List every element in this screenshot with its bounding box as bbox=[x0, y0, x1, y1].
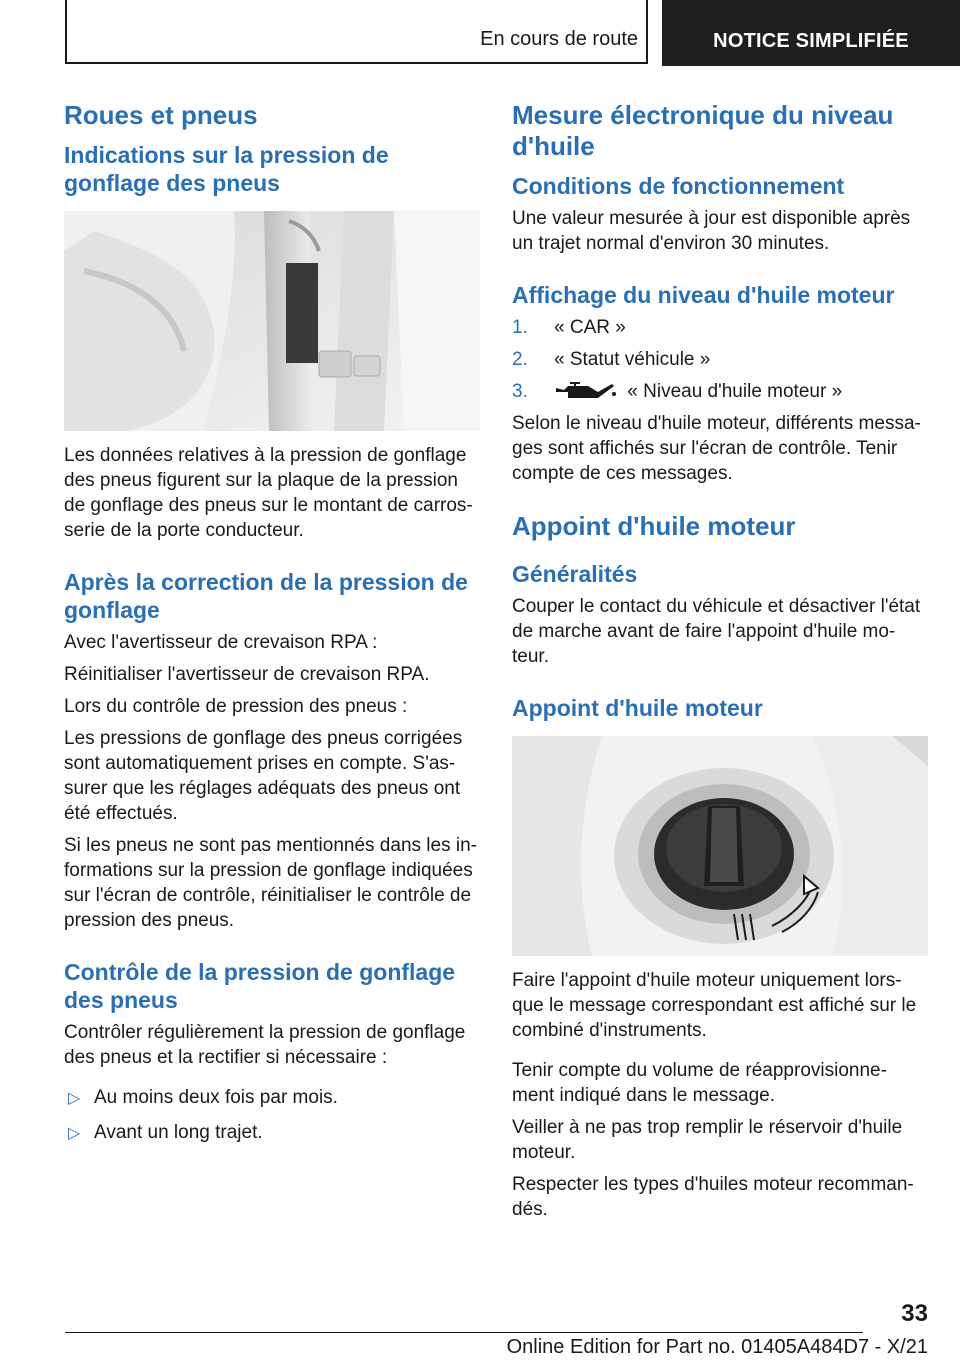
step-text: « Niveau d'huile moteur » bbox=[627, 381, 843, 402]
header-tag: NOTICE SIMPLIFIÉE bbox=[713, 30, 909, 52]
oil-cap-illustration bbox=[512, 736, 928, 956]
paragraph-pressure-check: Contrôler régulièrement la pression de gonflage des pneus et la rectifier si nécessaire : bbox=[64, 1022, 466, 1068]
heading-conditions: Conditions de fonctionnement bbox=[512, 173, 845, 199]
paragraph-rpa-intro: Avec l'avertisseur de crevaison RPA : bbox=[64, 632, 378, 653]
header-section-title: En cours de route bbox=[480, 28, 638, 50]
paragraph-rpa-reset: Réinitialiser l'avertisseur de crevaison RPA. bbox=[64, 664, 430, 685]
check-frequency-list bbox=[64, 1085, 480, 1145]
paragraph-messages: Selon le niveau d'huile moteur, différents messa-ges sont affichés sur l'écran de contrôle. Tenir compte de ces messages. bbox=[512, 413, 921, 484]
step-number: 3. bbox=[512, 381, 528, 402]
oil-cap-image bbox=[512, 736, 928, 956]
heading-topup: Appoint d'huile moteur bbox=[512, 695, 763, 721]
oil-display-steps bbox=[512, 315, 928, 404]
header-section-box bbox=[65, 0, 648, 64]
page-number: 33 bbox=[901, 1300, 928, 1327]
step-item bbox=[512, 315, 928, 340]
paragraph-control-intro: Lors du contrôle de pression des pneus : bbox=[64, 696, 408, 717]
list-item-text: Au moins deux fois par mois. bbox=[94, 1087, 338, 1108]
step-item bbox=[512, 347, 928, 372]
step-number: 1. bbox=[512, 317, 528, 338]
step-text: « CAR » bbox=[554, 317, 626, 338]
heading-oil-level-measure: Mesure électronique du niveau d'huile bbox=[512, 100, 894, 161]
heading-oil-display: Affichage du niveau d'huile moteur bbox=[512, 282, 895, 308]
header-tag-box bbox=[662, 0, 960, 66]
heading-after-correction: Après la correction de la pression de gonflage bbox=[64, 569, 468, 623]
oil-can-icon bbox=[554, 380, 616, 402]
heading-pressure-check: Contrôle de la pression de gonflage des pneus bbox=[64, 959, 456, 1013]
paragraph-control-auto: Les pressions de gonflage des pneus corrigées sont automatiquement prises en compte. S'as-surer que les réglages adéquats des pneus ont été effectués. bbox=[64, 728, 463, 824]
door-pillar-image bbox=[64, 211, 480, 431]
paragraph-control-reset: Si les pneus ne sont pas mentionnés dans les in-formations sur la pression de gonflage indiquées sur l'écran de contrôle, réinitialiser le contrôle de pression des pneus. bbox=[64, 835, 477, 931]
paragraph-general: Couper le contact du véhicule et désactiver l'état de marche avant de faire l'appoint d'huile mo-teur. bbox=[512, 596, 921, 667]
door-pillar-illustration bbox=[64, 211, 480, 431]
heading-oil-topup: Appoint d'huile moteur bbox=[512, 511, 796, 541]
footer-edition: Online Edition for Part no. 01405A484D7 - X/21 bbox=[506, 1336, 928, 1358]
right-column bbox=[512, 100, 928, 1229]
footer-divider bbox=[65, 1332, 863, 1333]
paragraph-conditions: Une valeur mesurée à jour est disponible après un trajet normal d'environ 30 minutes. bbox=[512, 208, 911, 254]
list-item-text: Avant un long trajet. bbox=[94, 1122, 263, 1143]
heading-general: Généralités bbox=[512, 561, 638, 587]
paragraph-topup-volume: Tenir compte du volume de réapprovisionne-ment indiqué dans le message. bbox=[512, 1060, 887, 1106]
step-item bbox=[512, 379, 928, 404]
paragraph-topup-when: Faire l'appoint d'huile moteur uniquement lors-que le message correspondant est affiché sur le combiné d'instruments. bbox=[512, 970, 917, 1041]
list-item bbox=[64, 1120, 480, 1145]
paragraph-pressure-info: Les données relatives à la pression de gonflage des pneus figurent sur la plaque de la pression de gonflage des pneus sur le montant de carros-serie de la porte conducteur. bbox=[64, 445, 473, 541]
triangle-right-icon: ▷ bbox=[68, 1125, 81, 1142]
heading-wheels-tires: Roues et pneus bbox=[64, 100, 258, 130]
step-number: 2. bbox=[512, 349, 528, 370]
triangle-right-icon: ▷ bbox=[68, 1090, 81, 1107]
step-text: « Statut véhicule » bbox=[554, 349, 711, 370]
left-column bbox=[64, 100, 480, 1155]
paragraph-topup-types: Respecter les types d'huiles moteur recomman-dés. bbox=[512, 1174, 914, 1220]
heading-pressure-info: Indications sur la pression de gonflage des pneus bbox=[64, 142, 389, 196]
paragraph-topup-overfill: Veiller à ne pas trop remplir le réservoir d'huile moteur. bbox=[512, 1117, 903, 1163]
list-item bbox=[64, 1085, 480, 1110]
